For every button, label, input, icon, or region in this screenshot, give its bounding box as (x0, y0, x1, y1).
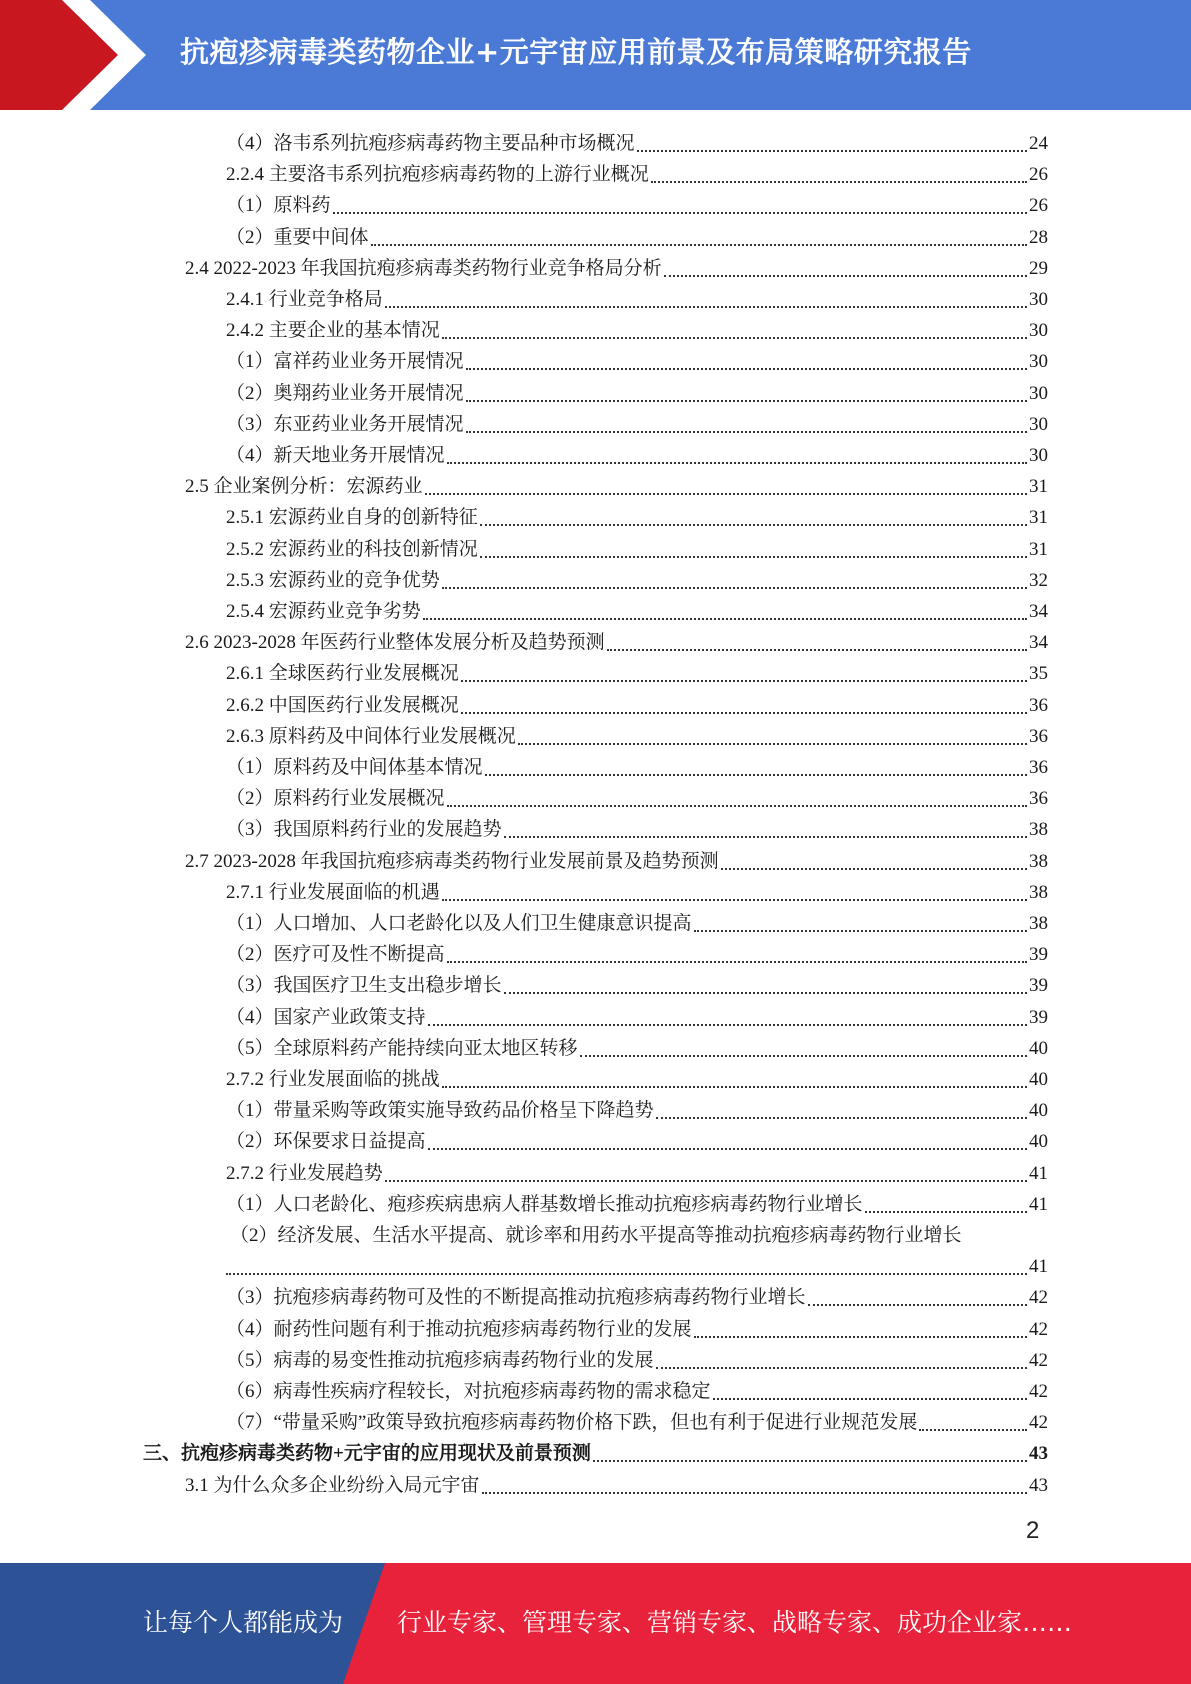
toc-leader-dots (808, 1304, 1027, 1306)
toc-entry[interactable] (226, 565, 1048, 596)
toc-entry-page: 30 (1029, 445, 1048, 466)
toc-entry-page: 35 (1029, 663, 1048, 685)
toc-leader-dots (919, 1429, 1027, 1431)
toc-leader-dots (656, 1367, 1027, 1369)
toc-entry[interactable] (226, 1189, 1048, 1220)
toc-entry[interactable] (226, 284, 1048, 315)
toc-entry-label: （4）洛韦系列抗疱疹病毒药物主要品种市场概况 (226, 133, 635, 154)
toc-entry-page: 39 (1029, 1006, 1048, 1028)
toc-leader-dots (425, 493, 1027, 495)
toc-entry[interactable] (185, 627, 1048, 658)
toc-leader-dots (447, 805, 1027, 807)
toc-entry-page: 30 (1029, 382, 1048, 404)
toc-entry-page: 42 (1029, 1381, 1048, 1402)
toc-entry-page: 30 (1029, 351, 1048, 373)
toc-entry-page: 32 (1029, 569, 1048, 591)
toc-entry[interactable] (226, 1376, 1048, 1407)
toc-entry-label: （2）环保要求日益提高 (226, 1131, 426, 1153)
toc-entry[interactable] (226, 1126, 1048, 1157)
toc-entry[interactable] (226, 1064, 1048, 1095)
toc-entry[interactable] (226, 908, 1048, 939)
toc-leader-dots (442, 1086, 1027, 1088)
toc-leader-dots (461, 680, 1027, 682)
toc-entry-label: 2.5.3 宏源药业的竞争优势 (226, 569, 440, 591)
toc-leader-dots (466, 431, 1027, 433)
toc-leader-dots (461, 712, 1027, 714)
toc-entry-page: 36 (1029, 725, 1048, 747)
toc-entry[interactable] (226, 1095, 1048, 1126)
toc-entry-page: 42 (1029, 1287, 1048, 1309)
toc-leader-dots (656, 1117, 1027, 1119)
toc-entry-label: （2）原料药行业发展概况 (226, 788, 445, 810)
toc-entry-page: 41 (1029, 1162, 1048, 1184)
toc-entry-page: 40 (1029, 1100, 1048, 1122)
toc-entry-page: 41 (1029, 1256, 1048, 1278)
toc-entry[interactable] (226, 1345, 1048, 1376)
toc-entry-label: 2.6.2 中国医药行业发展概况 (226, 694, 459, 716)
toc-entry[interactable] (226, 346, 1048, 377)
toc-leader-dots (447, 462, 1027, 464)
toc-entry-label: （4）耐药性问题有利于推动抗疱疹病毒药物行业的发展 (226, 1318, 692, 1340)
toc-entry-page: 40 (1029, 1037, 1048, 1059)
toc-entry-label: 2.4.1 行业竞争格局 (226, 289, 383, 310)
toc-entry-page: 38 (1029, 850, 1048, 872)
toc-entry-page: 43 (1029, 1443, 1048, 1465)
toc-entry-page: 39 (1029, 975, 1048, 997)
toc-entry[interactable] (226, 814, 1048, 845)
toc-entry[interactable] (185, 846, 1048, 877)
toc-entry-page: 26 (1029, 195, 1048, 217)
toc-entry[interactable] (226, 690, 1048, 721)
toc-leader-dots (865, 1211, 1027, 1213)
toc-leader-dots (518, 743, 1027, 745)
toc-entry[interactable] (143, 1438, 1048, 1469)
toc-entry-label: （6）病毒性疾病疗程较长，对抗疱疹病毒药物的需求稳定 (226, 1381, 711, 1402)
toc-leader-dots (637, 150, 1027, 152)
toc-entry-label: 2.5.1 宏源药业自身的创新特征 (226, 507, 478, 529)
toc-leader-dots (480, 556, 1027, 558)
toc-entry-label: （1）原料药及中间体基本情况 (226, 757, 483, 778)
toc-leader-dots (447, 961, 1027, 963)
toc-entry[interactable] (226, 1314, 1048, 1345)
toc-entry-page: 29 (1029, 257, 1048, 279)
toc-entry[interactable] (226, 1033, 1048, 1064)
toc-entry[interactable] (226, 378, 1048, 409)
toc-entry-label[interactable]: （2）经济发展、生活水平提高、就诊率和用药水平提高等推动抗疱疹病毒药物行业增长 (230, 1225, 962, 1246)
footer-slogan-left: 让每个人都能成为 (143, 1608, 344, 1637)
toc-entry-page: 36 (1029, 757, 1048, 778)
toc-entry-page: 42 (1029, 1412, 1048, 1434)
toc-leader-dots (423, 618, 1027, 620)
toc-entry[interactable] (226, 159, 1048, 190)
toc-entry-label: （5）病毒的易变性推动抗疱疹病毒药物行业的发展 (226, 1349, 654, 1371)
toc-leader-dots (226, 1273, 1027, 1275)
toc-entry-label: （3）我国原料药行业的发展趋势 (226, 819, 502, 841)
toc-entry-label: 三、抗疱疹病毒类药物+元宇宙的应用现状及前景预测 (143, 1443, 591, 1465)
toc-entry[interactable] (226, 315, 1048, 346)
toc-entry-page: 38 (1029, 881, 1048, 903)
report-title: 抗疱疹病毒类药物企业+元宇宙应用前景及布局策略研究报告 (180, 35, 972, 69)
toc-entry-label: 2.2.4 主要洛韦系列抗疱疹病毒药物的上游行业概况 (226, 164, 649, 186)
toc-entry[interactable] (226, 877, 1048, 908)
toc-entry-label: 2.4.2 主要企业的基本情况 (226, 320, 440, 342)
toc-entry-label: 2.5.4 宏源药业竞争劣势 (226, 601, 421, 622)
toc-entry-label: 2.4 2022-2023 年我国抗疱疹病毒类药物行业竞争格局分析 (185, 257, 662, 279)
toc-entry-page: 31 (1029, 538, 1048, 560)
toc-entry-page: 42 (1029, 1349, 1048, 1371)
toc-entry-page: 30 (1029, 320, 1048, 342)
toc-entry-label: 2.6 2023-2028 年医药行业整体发展分析及趋势预测 (185, 632, 605, 654)
toc-leader-dots (721, 868, 1027, 870)
toc-leader-dots (593, 1460, 1027, 1462)
toc-leader-dots (607, 649, 1027, 651)
toc-entry[interactable] (226, 502, 1048, 533)
header-arrow-decoration (0, 0, 160, 110)
toc-entry[interactable] (226, 596, 1048, 627)
toc-entry-label: （1）人口增加、人口老龄化以及人们卫生健康意识提高 (226, 913, 692, 934)
toc-entry[interactable] (226, 190, 1048, 221)
toc-entry-label: 2.7.2 行业发展面临的挑战 (226, 1069, 440, 1090)
toc-leader-dots (482, 1492, 1027, 1494)
toc-leader-dots (504, 992, 1027, 994)
toc-entry[interactable] (226, 1158, 1048, 1189)
toc-entry-label: （7）“带量采购”政策导致抗疱疹病毒药物价格下跌，但也有利于促进行业规范发展 (226, 1412, 918, 1434)
toc-entry-label: （2）奥翔药业业务开展情况 (226, 382, 464, 404)
toc-entry[interactable] (226, 939, 1048, 970)
toc-entry-label: （1）带量采购等政策实施导致药品价格呈下降趋势 (226, 1100, 654, 1122)
toc-entry-label: （1）人口老龄化、疱疹疾病患病人群基数增长推动抗疱疹病毒药物行业增长 (226, 1193, 863, 1215)
toc-entry[interactable] (226, 222, 1048, 253)
toc-entry-page: 28 (1029, 226, 1048, 248)
toc-entry-label: （3）我国医疗卫生支出稳步增长 (226, 975, 502, 997)
toc-entry-page: 40 (1029, 1131, 1048, 1153)
toc-entry[interactable] (226, 783, 1048, 814)
toc-leader-dots (333, 212, 1027, 214)
toc-entry[interactable] (226, 534, 1048, 565)
toc-entry-label: （2）医疗可及性不断提高 (226, 944, 445, 966)
toc-leader-dots (504, 836, 1027, 838)
toc-entry-label: （3）东亚药业业务开展情况 (226, 413, 464, 435)
toc-entry[interactable] (226, 128, 1048, 159)
toc-entry-page: 26 (1029, 164, 1048, 186)
toc-leader-dots (371, 244, 1027, 246)
toc-leader-dots (428, 1148, 1027, 1150)
toc-leader-dots (480, 524, 1027, 526)
toc-leader-dots (664, 275, 1027, 277)
toc-entry-page: 31 (1029, 476, 1048, 498)
toc-entry-page: 38 (1029, 913, 1048, 934)
toc-entry-page: 31 (1029, 507, 1048, 529)
toc-leader-dots (428, 1024, 1027, 1026)
toc-leader-dots (485, 774, 1027, 776)
toc-entry[interactable] (226, 440, 1048, 471)
toc-entry-page: 30 (1029, 289, 1048, 310)
toc-entry-label: （1）富祥药业业务开展情况 (226, 351, 464, 373)
toc-entry[interactable] (226, 658, 1048, 689)
toc-entry-label: 2.7.1 行业发展面临的机遇 (226, 881, 440, 903)
toc-leader-dots (466, 400, 1027, 402)
toc-entry-page: 24 (1029, 133, 1048, 154)
toc-entry[interactable] (185, 253, 1048, 284)
toc-leader-dots (442, 587, 1027, 589)
toc-entry-label: （1）原料药 (226, 195, 331, 217)
toc-leader-dots (442, 899, 1027, 901)
toc-entry-label: （3）抗疱疹病毒药物可及性的不断提高推动抗疱疹病毒药物行业增长 (226, 1287, 806, 1309)
report-header-banner (0, 0, 1191, 110)
toc-entry-page: 36 (1029, 788, 1048, 810)
page-number: 2 (1026, 1517, 1040, 1544)
toc-entry[interactable] (226, 1407, 1048, 1438)
toc-leader-dots (694, 1336, 1027, 1338)
toc-entry-page: 36 (1029, 694, 1048, 716)
toc-leader-dots (694, 930, 1027, 932)
toc-entry-label: （4）国家产业政策支持 (226, 1006, 426, 1028)
toc-leader-dots (651, 181, 1027, 183)
toc-entry[interactable] (226, 752, 1048, 783)
toc-leader-dots (385, 306, 1027, 308)
toc-entry-label: 2.6.1 全球医药行业发展概况 (226, 663, 459, 685)
toc-entry-label: 2.7.2 行业发展趋势 (226, 1162, 383, 1184)
toc-entry-page: 30 (1029, 413, 1048, 435)
toc-entry-label: 2.5.2 宏源药业的科技创新情况 (226, 538, 478, 560)
toc-entry-label: （2）重要中间体 (226, 226, 369, 248)
report-footer (0, 1563, 1191, 1684)
toc-entry[interactable] (226, 1251, 1048, 1282)
toc-entry-page: 42 (1029, 1318, 1048, 1340)
toc-entry[interactable] (185, 471, 1048, 502)
toc-entry-label: 2.6.3 原料药及中间体行业发展概况 (226, 725, 516, 747)
toc-entry-page: 43 (1029, 1474, 1048, 1496)
footer-slogan-right: 行业专家、管理专家、营销专家、战略专家、成功企业家…… (397, 1608, 1073, 1637)
toc-entry-label: 2.5 企业案例分析：宏源药业 (185, 476, 423, 498)
toc-entry-page: 38 (1029, 819, 1048, 841)
toc-entry[interactable] (226, 721, 1048, 752)
toc-entry-page: 41 (1029, 1193, 1048, 1215)
toc-entry-label: （4）新天地业务开展情况 (226, 445, 445, 466)
toc-leader-dots (580, 1055, 1027, 1057)
toc-entry-label: 3.1 为什么众多企业纷纷入局元宇宙 (185, 1474, 480, 1496)
toc-entry-label: （5）全球原料药产能持续向亚太地区转移 (226, 1037, 578, 1059)
toc-entry[interactable] (226, 1282, 1048, 1313)
toc-leader-dots (385, 1180, 1027, 1182)
toc-entry-page: 40 (1029, 1069, 1048, 1090)
toc-entry[interactable] (226, 970, 1048, 1001)
toc-leader-dots (466, 368, 1027, 370)
toc-leader-dots (713, 1398, 1027, 1400)
toc-entry[interactable] (226, 409, 1048, 440)
toc-entry-page: 34 (1029, 632, 1048, 654)
toc-leader-dots (442, 337, 1027, 339)
toc-entry-page: 39 (1029, 944, 1048, 966)
toc-entry-page: 34 (1029, 601, 1048, 622)
toc-entry[interactable] (185, 1470, 1048, 1501)
toc-entry[interactable] (226, 1002, 1048, 1033)
toc-entry-label: 2.7 2023-2028 年我国抗疱疹病毒类药物行业发展前景及趋势预测 (185, 850, 719, 872)
